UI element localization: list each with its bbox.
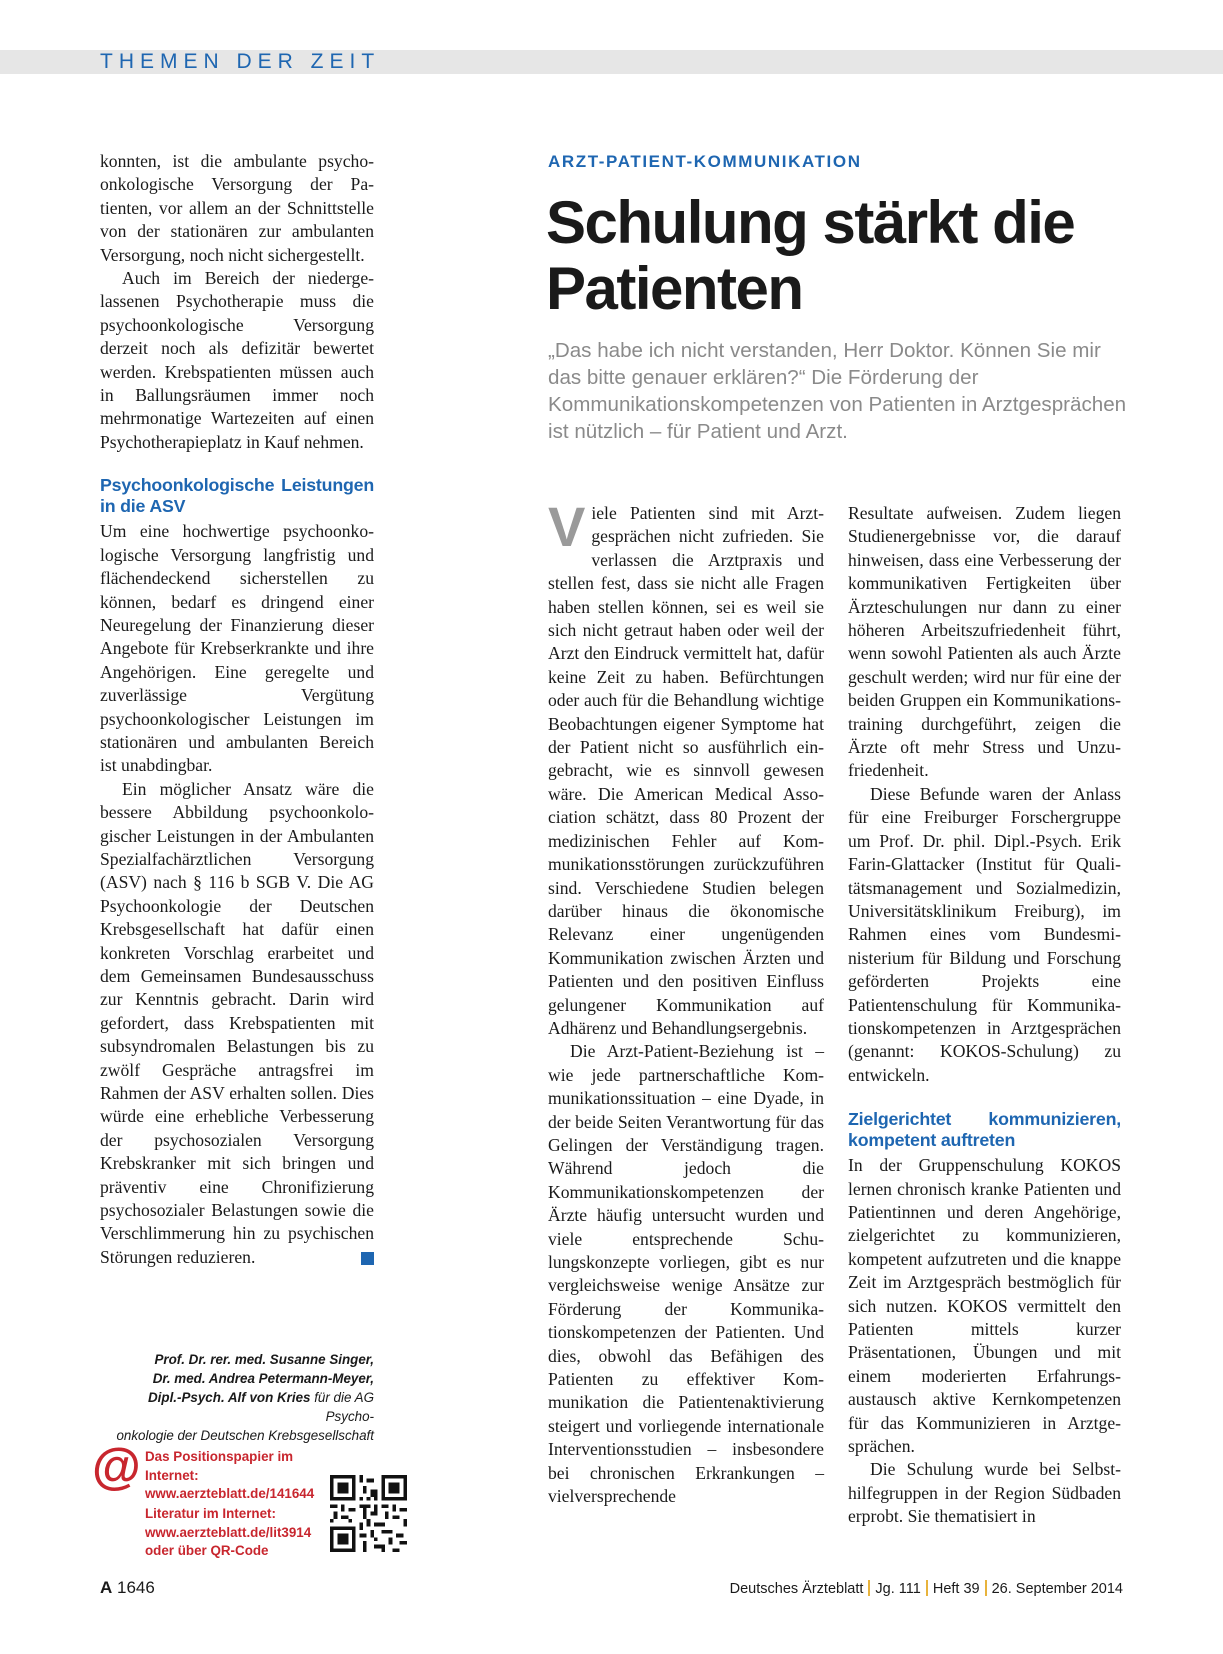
paragraph-text: Ein möglicher Ansatz wäre die bessere Abbildung psychoonkologischer Leistungen in der Ambulanten Spezialfachärztlichen Versorgung (ASV) nach § 116 b SGB V. Die AG Psychoonkologie der Deutschen Krebsgesellschaft hat dafür einen konkreten Vorschlag erarbeitet und dem Gemeinsamen Bundesausschuss zur Kenntnis gebracht. Darin wird gefordert, dass Krebspatienten mit subsyndromalen Belastungen bis zu zwölf Gespräche antragsfrei im Rahmen der ASV erhalten sollen. Dies würde eine erhebliche Verbesserung der psychosozialen Versorgung Krebskranker mit sich bringen und präventiv eine Chronifizierung psychosozialer Belastungen sowie die Verschlimmerung hin zu psychischen Störungen reduzieren. (100, 778, 374, 1267)
paragraph: Resultate aufweisen. Zudem liegen Studienergebnisse vor, die darauf hinweisen, dass eine Verbesserung der kommunikativen Fertigkeiten über Ärzteschulungen nur dann zu einer höheren Arbeitszufriedenheit führt, wenn sowohl Patienten als auch Ärzte geschult werden; wird nur für eine der beiden Gruppen ein Kommunikationstraining durchgeführt, zeigen die Ärzte oft mehr Stress und Unzufriedenheit. (848, 503, 1121, 781)
footer-citation (730, 1580, 1123, 1597)
divider (926, 1580, 928, 1596)
author-line: Dipl.-Psych. Alf von Kries (148, 1390, 311, 1405)
info-label: Literatur im Internet: (145, 1506, 276, 1521)
literature-link[interactable]: www.aerzteblatt.de/lit3914 (145, 1524, 312, 1540)
qr-code-icon[interactable] (330, 1475, 407, 1552)
subheading: Zielgerichtet kommunizieren, kompetent auftreten (848, 1109, 1121, 1151)
divider (985, 1580, 987, 1596)
issue: Heft 39 (932, 1581, 980, 1597)
internet-info-literature (145, 1505, 325, 1561)
issue-date: 26. September 2014 (991, 1581, 1123, 1597)
author-credits (100, 1350, 374, 1445)
paragraph: Diese Befunde waren der Anlass für eine Freiburger Forschergruppe um Prof. Dr. phil. Dipl.-Psych. Erik Farin-Glattacker (Institut für Qualitätsmanagement und Sozialmedizin, Universitätsklinikum Freiburg), im Rahmen eines vom Bundesministerium für Bildung und Forschung geförderten Projekts eine Patientenschulung für Kommunikationskompetenzen in Arztgesprächen (genannt: KOKOS-Schulung) zu entwickeln. (848, 783, 1121, 1085)
right-column (848, 502, 1121, 1529)
end-of-article-square-icon (361, 1252, 374, 1265)
folio-number: 1646 (117, 1578, 155, 1597)
info-label: Das Positionspapier im Internet: (145, 1449, 294, 1483)
article-title: Schulung stärkt die Patienten (546, 189, 1075, 322)
author-affiliation: für die AG Psycho- (310, 1390, 374, 1424)
page-number (100, 1578, 155, 1598)
article-kicker: ARZT-PATIENT-KOMMUNIKATION (548, 152, 862, 171)
paragraph: Um eine hochwertige psychoonkologische Versorgung langfristig und flächendeckend sicherstellen zu können, bedarf es dringend einer Neuregelung der Finanzierung dieser Angebote für Krebserkrankte und ihre Angehörigen. Eine geregelte und zuverlässige Vergütung psychoonkologischer Leistungen im stationären und ambulanten Bereich ist unabdingbar. (100, 521, 374, 776)
paragraph: konnten, ist die ambulante psychoonkologische Versorgung der Patienten, vor allem an der Schnittstelle von der stationären zur ambulanten Versorgung, noch nicht sichergestellt. (100, 151, 374, 265)
divider (868, 1580, 870, 1596)
author-affiliation: onkologie der Deutschen Krebsgesellschaft (116, 1428, 374, 1443)
drop-cap: V (548, 495, 586, 558)
author-line: Dr. med. Andrea Petermann-Meyer, (152, 1371, 374, 1386)
middle-column (548, 495, 824, 1508)
paragraph: In der Gruppenschulung KOKOS lernen chronisch kranke Patienten und Patientinnen und deren Angehörige, zielgerichtet zu kommunizieren, kompetent aufzutreten und die knappe Zeit im Arztgespräch bestmöglich für sich nutzen. KOKOS vermittelt den Patienten mittels kurzer Präsentationen, Übungen und mit einem moderierten Erfahrungsaustausch aktive Kernkompetenzen für das Kommunizieren in Arztgesprächen. (848, 1155, 1121, 1457)
author-line: Prof. Dr. rer. med. Susanne Singer, (154, 1352, 374, 1367)
journal-name: Deutsches Ärzteblatt (729, 1581, 864, 1597)
article-lead: „Das habe ich nicht verstanden, Herr Doktor. Können Sie mir das bitte genauer erklären?“ Die Förderung der Kommunikationskompetenzen von Patienten in Arztgesprächen ist nützlich – für Patient und Arzt. (548, 339, 1127, 443)
at-sign-icon: @ (92, 1438, 141, 1494)
volume: Jg. 111 (875, 1581, 921, 1597)
folio-prefix: A (100, 1578, 113, 1597)
paragraph: Auch im Bereich der niedergelassenen Psychotherapie muss die psychoonkologische Versorgung derzeit noch als defizitär bewertet werden. Krebspatienten müssen auch in Ballungsräumen immer noch mehrmonatige Wartezeiten auf einen Psychotherapieplatz in Kauf nehmen. (100, 268, 374, 452)
paragraph: Die Arzt-Patient-Beziehung ist – wie jede partnerschaftliche Kommunikationssituation – eine Dyade, in der beide Seiten Verantwortung für das Gelingen der Verständigung tragen. Während jedoch die Kommunikationskompetenzen der Ärzte häufig untersucht wurden und viele entsprechende Schulungskonzepte vorliegen, gibt es nur vergleichsweise wenige Ansätze zur Förderung der Kommunikationskompetenzen der Patienten. Und dies, obwohl das Befähigen des Patienten zu effektiver Kommunikation die Patientenaktivierung steigert und vorliegende internationale Interventionsstudien – insbesondere bei chronischen Erkrankungen – vielversprechende (548, 1041, 824, 1507)
paragraph: Die Schulung wurde bei Selbsthilfegruppen in der Region Südbaden erprobt. Sie thematisiert in (848, 1459, 1121, 1527)
internet-info-paper (145, 1448, 345, 1504)
left-column (100, 150, 374, 1269)
subheading: Psychoonkologische Leistungen in die ASV (100, 475, 374, 517)
paragraph-with-endmark (100, 778, 374, 1270)
paper-link[interactable]: www.aerzteblatt.de/141644 (145, 1486, 315, 1501)
paragraph (548, 495, 824, 1040)
section-label: THEMEN DER ZEIT (100, 50, 381, 73)
info-label: oder über QR-Code (145, 1543, 269, 1558)
paragraph-text: iele Patienten sind mit Arztgesprächen nicht zufrieden. Sie verlassen die Arztpraxis und stellen fest, dass sie nicht alle Fragen haben stellen können, sei es weil sie sich nicht getraut haben oder weil der Arzt den Eindruck vermittelt hat, dafür keine Zeit zu haben. Befürchtungen oder auch für die Behandlung wichtige Beobachtungen eigener Symptome hat der Patient nicht so ausführlich eingebracht, wie es sinnvoll gewesen wäre. Die American Medical Association schätzt, dass 80 Prozent der medizinischen Fehler auf Kommunikationsstörungen zurückzuführen sind. Verschiedene Studien belegen darüber hinaus die ökonomische Relevanz einer ungenügenden Kommunikation zwischen Ärzten und Patienten und den positiven Einfluss gelungener Kommunikation auf Adhärenz und Behandlungsergebnis. (548, 503, 824, 1038)
